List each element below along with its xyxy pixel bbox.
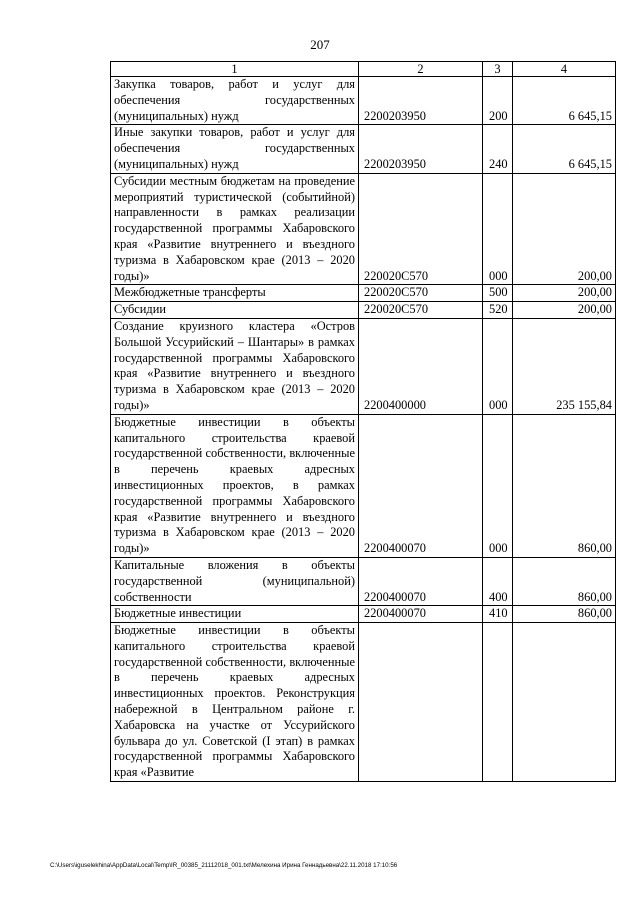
amount-cell: 235 155,84 [513,318,616,414]
table-header-row [111,62,616,77]
table-row [111,302,616,319]
target-article-code: 2200203950 [359,77,483,125]
amount-cell: 200,00 [513,173,616,285]
row-description: Межбюджетные трансферты [111,285,359,302]
column-header: 3 [483,62,513,77]
amount-cell: 860,00 [513,557,616,605]
file-path-footer: C:\Users\iguselekhina\AppData\Local\Temp\IR_00385_21112018_001.txt\Мелехина Ирина Геннадьевна\22.11.2018 17:10:56 [50,862,398,869]
table-row [111,77,616,125]
row-description: Бюджетные инвестиции [111,606,359,623]
target-article-code: 2200400070 [359,606,483,623]
row-description: Капитальные вложения в объекты государственной (муниципальной) собственности [111,557,359,605]
table-row [111,125,616,173]
column-header: 2 [359,62,483,77]
table-row [111,606,616,623]
row-description: Бюджетные инвестиции в объекты капитального строительства краевой государственной собственности, включенные в перечень краевых адресных инвестиционных проектов, в рамках государственной программы Хабаровского края «Развитие внутреннего и въездного туризма в Хабаровском крае (2013 – 2020 годы)» [111,414,359,557]
row-description: Бюджетные инвестиции в объекты капитального строительства краевой государственной собственности, включенные в перечень краевых адресных инвестиционных проектов. Реконструкция набережной в Центральном районе г. Хабаровска на участке от Уссурийского бульвара до ул. Советской (I этап) в рамках государственной программы Хабаровского края «Развитие [111,623,359,782]
expense-type-code: 200 [483,77,513,125]
target-article-code: 2200400070 [359,557,483,605]
column-header: 1 [111,62,359,77]
table-row [111,623,616,782]
row-description: Субсидии местным бюджетам на проведение мероприятий туристической (событийной) направленности в рамках реализации государственной программы Хабаровского края «Развитие внутреннего и въездного туризма в Хабаровском крае (2013 – 2020 годы)» [111,173,359,285]
target-article-code: 220020С570 [359,285,483,302]
table-row [111,173,616,285]
column-header: 4 [513,62,616,77]
expense-type-code: 000 [483,318,513,414]
amount-cell: 860,00 [513,606,616,623]
target-article-code: 220020С570 [359,302,483,319]
expense-type-code: 410 [483,606,513,623]
row-description: Субсидии [111,302,359,319]
expense-type-code: 000 [483,173,513,285]
row-description: Создание круизного кластера «Остров Большой Уссурийский – Шантары» в рамках государственной программы Хабаровского края «Развитие внутреннего и въездного туризма в Хабаровском крае (2013 – 2020 годы)» [111,318,359,414]
amount-cell: 6 645,15 [513,77,616,125]
budget-table [110,61,616,782]
table-row [111,557,616,605]
target-article-code [359,623,483,782]
expense-type-code [483,623,513,782]
target-article-code: 220020С570 [359,173,483,285]
target-article-code: 2200400070 [359,414,483,557]
table-row [111,414,616,557]
row-description: Закупка товаров, работ и услуг для обеспечения государственных (муниципальных) нужд [111,77,359,125]
amount-cell: 860,00 [513,414,616,557]
table-row [111,285,616,302]
target-article-code: 2200400000 [359,318,483,414]
target-article-code: 2200203950 [359,125,483,173]
expense-type-code: 520 [483,302,513,319]
amount-cell: 200,00 [513,302,616,319]
expense-type-code: 000 [483,414,513,557]
table-row [111,318,616,414]
amount-cell: 6 645,15 [513,125,616,173]
expense-type-code: 240 [483,125,513,173]
expense-type-code: 500 [483,285,513,302]
amount-cell [513,623,616,782]
page-number: 207 [310,37,330,52]
row-description: Иные закупки товаров, работ и услуг для обеспечения государственных (муниципальных) нужд [111,125,359,173]
expense-type-code: 400 [483,557,513,605]
amount-cell: 200,00 [513,285,616,302]
